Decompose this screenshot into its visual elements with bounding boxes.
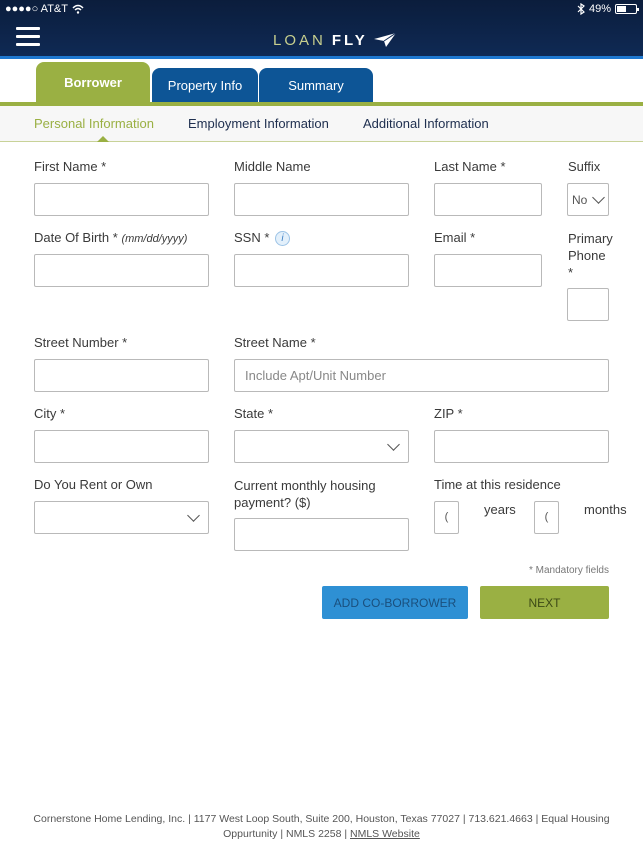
email-label: Email * — [434, 230, 476, 245]
zip-label: ZIP * — [434, 406, 463, 421]
battery-icon — [615, 4, 637, 14]
mandatory-fields-note: * Mandatory fields — [528, 565, 609, 576]
chevron-down-icon — [187, 509, 200, 522]
logo-fly-text: FLY — [331, 31, 368, 49]
chevron-down-icon — [387, 438, 400, 451]
middle-name-input[interactable] — [234, 183, 409, 216]
first-name-input[interactable] — [34, 183, 209, 216]
dob-format-hint: (mm/dd/yyyy) — [121, 233, 188, 245]
ssn-label — [234, 230, 290, 246]
add-co-borrower-button[interactable]: ADD CO-BORROWER — [322, 586, 468, 619]
paper-plane-icon — [374, 33, 396, 47]
footer-line2 — [20, 827, 623, 842]
primary-phone-label-line2: Phone — [568, 248, 606, 263]
nmls-website-link[interactable]: NMLS Website — [350, 828, 420, 840]
suffix-value: No — [572, 193, 588, 207]
housing-payment-label — [234, 477, 376, 511]
subnav-additional-information[interactable]: Additional Information — [363, 116, 489, 131]
street-number-input[interactable] — [34, 359, 209, 392]
info-icon[interactable]: i — [275, 231, 290, 246]
tab-borrower[interactable]: Borrower — [36, 62, 150, 102]
footer-line2-text: Oppurtunity | NMLS 2258 | — [223, 828, 350, 840]
ssn-label-text: SSN * — [234, 230, 270, 245]
subnav-personal-information[interactable]: Personal Information — [34, 116, 154, 131]
rent-own-select[interactable] — [34, 501, 209, 534]
app-header — [0, 0, 643, 58]
dob-label-text: Date Of Birth * — [34, 230, 118, 245]
last-name-input[interactable] — [434, 183, 542, 216]
next-button[interactable]: NEXT — [480, 586, 609, 619]
chevron-down-icon — [592, 191, 605, 204]
city-input[interactable] — [34, 430, 209, 463]
status-bar — [0, 0, 643, 18]
months-input[interactable]: ( — [534, 501, 559, 534]
battery-fill — [617, 6, 626, 12]
housing-payment-label-line2: payment? ($) — [234, 495, 311, 510]
app-logo — [273, 29, 396, 51]
header-accent-line — [0, 56, 643, 59]
subnav-employment-information[interactable]: Employment Information — [188, 116, 329, 131]
last-name-label: Last Name * — [434, 159, 506, 174]
years-input[interactable]: ( — [434, 501, 459, 534]
battery-percent: 49% — [588, 3, 611, 15]
primary-phone-label-line1: Primary — [568, 231, 613, 246]
months-label: months — [584, 502, 627, 517]
tab-summary[interactable]: Summary — [259, 68, 373, 102]
suffix-label: Suffix — [568, 159, 601, 174]
housing-payment-label-line1: Current monthly housing — [234, 478, 376, 493]
footer-line1: Cornerstone Home Lending, Inc. | 1177 West Loop South, Suite 200, Houston, Texas 77027 | 713.621.4663 | Equal Housing — [33, 813, 610, 825]
housing-payment-input[interactable] — [234, 518, 409, 551]
dob-input[interactable] — [34, 254, 209, 287]
city-label: City * — [34, 406, 66, 421]
state-label: State * — [234, 406, 274, 421]
street-name-input[interactable] — [234, 359, 609, 392]
primary-phone-input[interactable] — [567, 288, 609, 321]
wifi-icon — [72, 4, 84, 14]
footer — [20, 812, 623, 842]
primary-phone-label-line3: * — [568, 265, 574, 280]
hamburger-icon[interactable] — [16, 27, 40, 47]
middle-name-label: Middle Name — [234, 159, 311, 174]
street-number-label: Street Number * — [34, 335, 128, 350]
rent-own-label: Do You Rent or Own — [34, 477, 153, 492]
active-subnav-caret — [97, 136, 109, 142]
time-residence-label: Time at this residence — [434, 477, 561, 492]
years-label: years — [484, 502, 516, 517]
logo-loan-text: LOAN — [273, 31, 326, 49]
sub-navigation — [0, 106, 643, 142]
street-name-label: Street Name * — [234, 335, 316, 350]
ssn-input[interactable] — [234, 254, 409, 287]
dob-label — [34, 230, 187, 245]
main-tabs — [0, 60, 643, 106]
state-select[interactable] — [234, 430, 409, 463]
suffix-select[interactable] — [567, 183, 609, 216]
bluetooth-icon — [577, 3, 585, 15]
carrier-label: ●●●●○ AT&T — [5, 3, 68, 15]
zip-input[interactable] — [434, 430, 609, 463]
first-name-label: First Name * — [34, 159, 107, 174]
tab-property-info[interactable]: Property Info — [152, 68, 258, 102]
email-input[interactable] — [434, 254, 542, 287]
primary-phone-label — [568, 230, 613, 281]
